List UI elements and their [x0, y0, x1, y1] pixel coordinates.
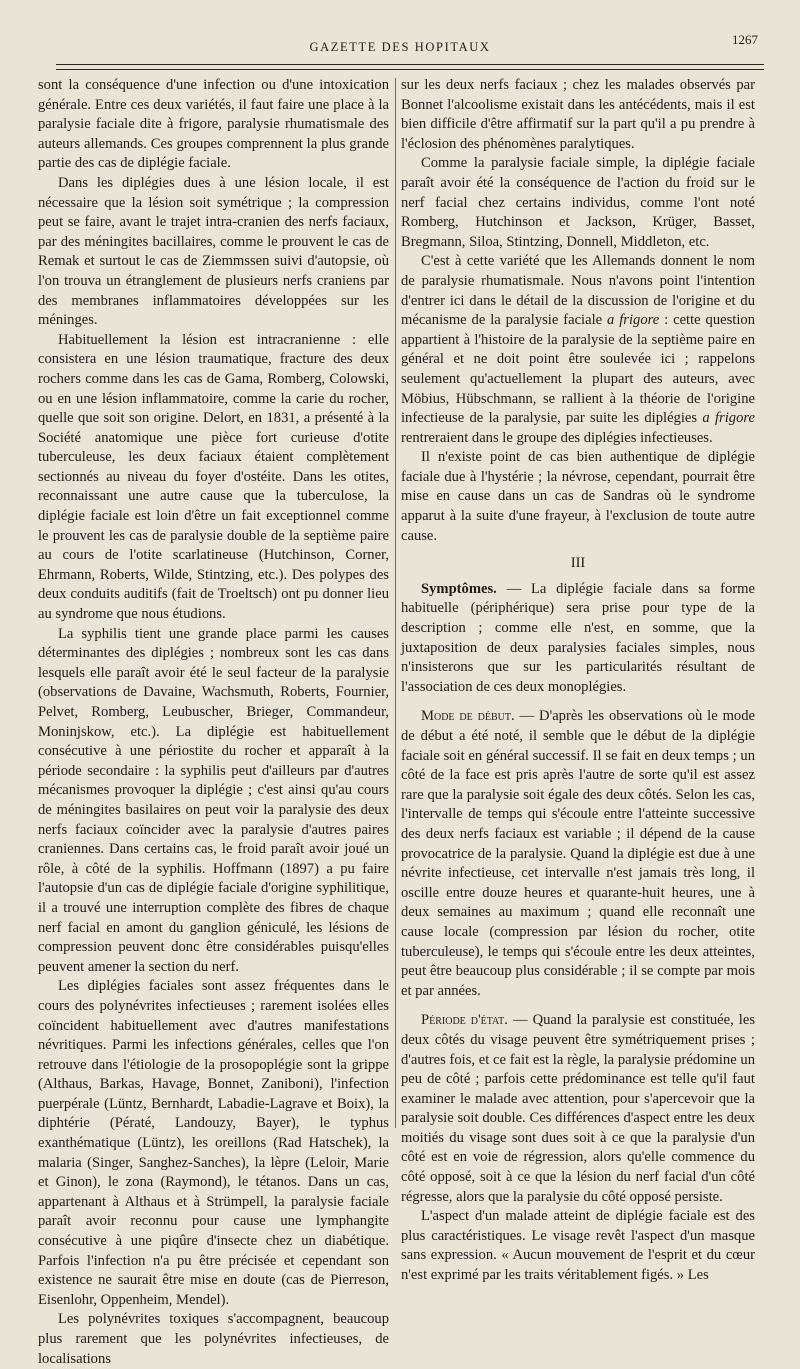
paragraph: Dans les diplégies dues à une lésion locale, il est nécessaire que la lésion soit symétrique ; la compression peut se faire, avant le trajet intra-cranien des nerfs faciaux, par des méningites bacillaires, comme le prouvent le cas de Remak et surtout le cas de Ziemmssen suivi d'autopsie, où l'on trouva un étranglement de plusieurs nerfs craniens par des membranes inflammatoires développées sur les méninges.	[38, 174, 389, 329]
paragraph: Il n'existe point de cas bien authentique de diplégie faciale due à l'hystérie ; la névrose, cependant, pourrait être mise en cause dans un cas de Sandras où le syndrome apparut à la suite d'une frayeur, à l'exclusion de toute autre cause.	[401, 449, 755, 544]
section-number: III	[570, 555, 586, 572]
paragraph: Comme la paralysie faciale simple, la diplégie faciale paraît avoir été la conséquence de l'action du froid sur le nerf facial chez certains individus, comme l'ont noté Romberg, Hutchinson et Jackson, Krüger, Basset, Bregmann, Siloa, Stintzing, Donnell, Middleton, etc.	[401, 155, 755, 250]
section-heading: Symptômes.	[421, 580, 497, 597]
paragraph: sur les deux nerfs faciaux ; chez les malades observés par Bonnet l'alcoolisme existait dans les antécédents, mais il est bien difficile d'être affirmatif sur la part qu'il a pu prendre à l'éclosion des phénomènes paralytiques.	[401, 77, 755, 152]
paragraph	[401, 252, 755, 448]
paragraph: Habituellement la lésion est intracranienne : elle consistera en une lésion traumatique, fracture des deux rochers comme dans les cas de Gama, Romberg, Colowski, ou en une lésion inflammatoire, comme la carie du rocher, quelle que soit son origine. Delort, en 1831, a présenté à la Société anatomique une pièce fort curieuse d'otite tuberculeuse, les deux faciaux étaient complètement sectionnés au niveau du foyer d'ostéite. Dans les otites, reconnaissant une autre cause que la tuberculose, la diplégie faciale est loin d'être un fait exceptionnel comme le prouvent les cas de paralysie double de la septième paire au cours de l'otite scarlatineuse (Hutchinson, Corner, Ehrmann, Roberts, Wilde, Stintzing, etc.). Des polypes des deux conduits auditifs (fait de Troeltsch) ont pu donner lieu au syndrome que nous étudions.	[38, 331, 389, 623]
journal-title: GAZETTE DES HOPITAUX	[309, 40, 491, 54]
left-column	[38, 76, 389, 1369]
subsection-heading: Période d'état.	[421, 1012, 508, 1029]
periode-paragraph	[401, 1011, 755, 1207]
text-run: — Quand la paralysie est constituée, les deux côtés du visage peuvent être symétriquement prises ; d'autres fois, et ce fait est la règle, la paralysie prédomine un peu de côté ; parfois cette prédominance est telle qu'il faut examiner le malade avec attention, pour s'apercevoir que la paralysie soit double. Ces différences d'aspect entre les deux moitiés du visage sont dues soit à ce que la paralysie d'un côté est en voie de régression, alors qu'elle commence du côté opposé, soit à ce que la lésion du nerf facial d'un côté régresse, alors que la paralysie du côté opposé persiste.	[401, 1012, 756, 1205]
header-rule	[56, 64, 764, 65]
paragraph: sont la conséquence d'une infection ou d'une intoxication générale. Entre ces deux variétés, il faut faire une place à la paralysie faciale dite à frigore, paralysie rhumatismale des auteurs allemands. Ces groupes comprennent la plus grande partie des cas de diplégie faciale.	[38, 77, 389, 172]
italic-term: a frigore	[702, 410, 755, 427]
column-divider	[395, 78, 396, 1128]
text-run: : cette question appartient à l'histoire de la paralysie de la septième paire en général et ne doit point être soulevée ici ; rappelons seulement qu'actuellement la plupart des auteurs, avec Möbius, Hübschmann, se rallient à la théorie de l'origine infectieuse de la paralysie, par suite les diplégies	[401, 312, 755, 427]
header-rule-secondary	[56, 69, 764, 70]
paragraph: Les diplégies faciales sont assez fréquentes dans le cours des polynévrites infectieuses ; rarement isolées elles coïncident habituellement avec d'autres manifestations névritiques. Parmi les infections générales, celles que l'on retrouve dans l'étiologie de la prosopoplégie sont la grippe (Althaus, Barkas, Havage, Bonnet, Zaniboni), l'infection puerpérale (Lüntz, Bernhardt, Labadie-Lagrave et Boix), la diphtérie (Pératé, Landouzy, Bayer), le typhus exanthématique (Lüntz), les oreillons (Rad Hatschek), la malaria (Singer, Sanghez-Sanches), la lèpre (Leloir, Marie et Ginon), le zona (Raymond), le tétanos. Dans un cas, appartenant à Althaus et à Strümpell, la paralysie faciale paraît avoir reconnu pour cause une lymphangite consécutive à une piqûre d'insecte chez un diabétique. Parfois l'infection n'a pu être précisée et cependant son existence ne saurait être mise en doute (cas de Pierreson, Eisenlohr, Oppenheim, Mendel).	[38, 978, 389, 1308]
text-run: rentreraient dans le groupe des diplégies infectieuses.	[401, 429, 713, 446]
paragraph: Les polynévrites toxiques s'accompagnent, beaucoup plus rarement que les polynévrites infectieuses, de localisations	[38, 1311, 389, 1367]
paragraph: La syphilis tient une grande place parmi les causes déterminantes des diplégies ; nombreux sont les cas dans lesquels elle paraît avoir été le seul facteur de la paralysie (observations de Davaine, Wachsmuth, Roberts, Fournier, Pelvet, Romberg, Leubuscher, Brieger, Commandeur, Moninjskow, etc.). La diplégie est habituellement consécutive à une périostite du rocher et apparaît à la période secondaire : la syphilis peut d'ailleurs par d'autres mécanismes provoquer la diplégie ; c'est ainsi qu'au cours de méningites basilaires on peut voir la paralysie des deux nerfs faciaux coïncider avec la paralysie d'autres paires craniennes. Dans certains cas, le froid paraît avoir joué un rôle, à côté de la syphilis. Hoffmann (1897) a pu faire l'autopsie d'un cas de diplégie faciale d'origine syphilitique, il a trouvé une interruption complète des fibres de chaque nerf facial en amont du ganglion géniculé, les lésions de compression peuvent donc être considérables puisqu'elles peuvent amener la section du nerf.	[38, 625, 389, 975]
text-run: — La diplégie faciale dans sa forme habituelle (périphérique) sera prise pour type de la description ; comme elle n'est, en somme, que la juxtaposition de deux paralysies faciales simples, nous n'insisterons que sur les particularités résultant de l'association de ces deux monoplégies.	[401, 580, 755, 695]
italic-term: a frigore	[607, 312, 660, 329]
mode-paragraph	[401, 707, 755, 1001]
page-number: 1267	[732, 32, 758, 47]
text-run: C'est à cette variété que les Allemands donnent le nom de paralysie rhumatismale. Nous n'avons point l'intention d'entrer ici dans le détail de la discussion de l'origine et du mécanisme de la paralysie faciale	[401, 253, 755, 329]
running-header	[28, 32, 772, 62]
text-run: — D'après les observations où le mode de début a été noté, il semble que le début de la diplégie faciale soit en général successif. Il se fait en deux temps ; un côté de la face est pris après l'autre de sorte qu'il est assez rare que la paralysie soit égale des deux côtés. Selon les cas, l'intervalle de temps qui s'écoule entre l'atteinte successive des deux nerfs faciaux est variable ; il dépend de la cause provocatrice de la paralysie. Quand la diplégie est due à une névrite infectieuse, cet intervalle n'est jamais très long, il oscille entre douze heures et quarante-huit heures, une à deux semaines au maximum ; quand elle reconnaît une cause locale (compression par lésion du rocher, otite tuberculeuse), le temps qui s'écoule entre les deux atteintes, peut être beaucoup plus considérable ; il se compte par mois et par années.	[401, 708, 755, 999]
right-column	[401, 76, 755, 1286]
symptomes-paragraph	[401, 580, 755, 698]
paragraph: L'aspect d'un malade atteint de diplégie faciale est des plus caractéristiques. Le visage revêt l'aspect d'un masque sans expression. « Aucun mouvement de l'esprit et du cœur n'est exprimé par les traits véritablement figés. » Les	[401, 1208, 755, 1284]
subsection-heading: Mode de début.	[421, 708, 515, 725]
